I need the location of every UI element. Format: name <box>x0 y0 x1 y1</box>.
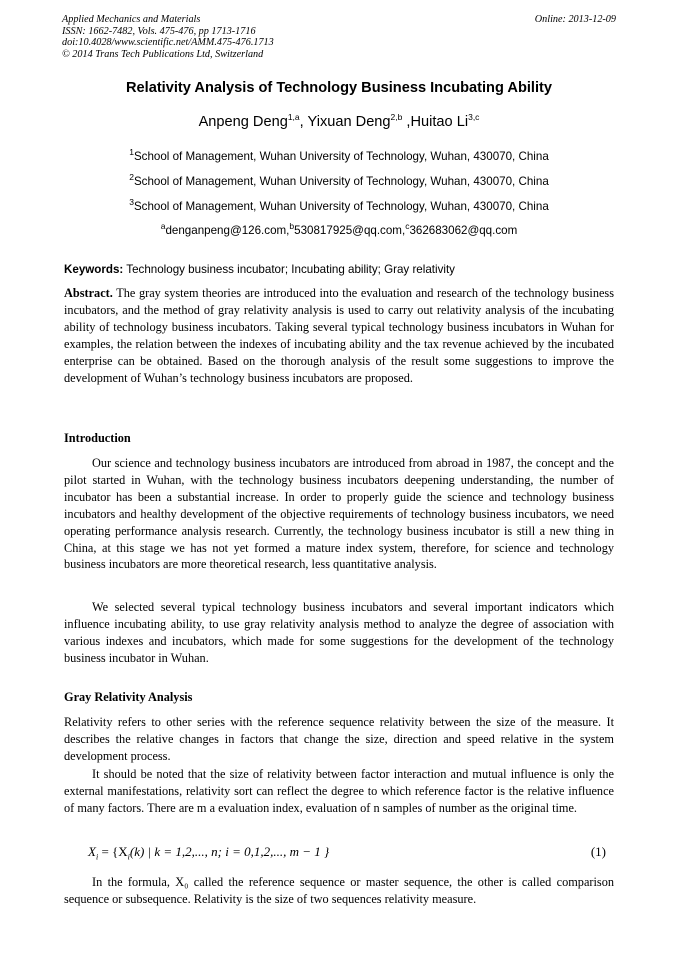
affiliation <box>0 147 678 163</box>
journal-header <box>62 14 616 60</box>
equation-var: X <box>88 844 96 859</box>
gray-paragraph-1: Relativity refers to other series with the reference sequence relativity between the size of the measure. It describes the relative changes in factors that change the size, direction and speed relative in the system development process. <box>64 715 614 763</box>
affiliation-text: School of Management, Wuhan University of Technology, Wuhan, 430070, China <box>133 200 549 213</box>
email-link[interactable]: 362683062@qq.com <box>409 224 518 237</box>
keywords <box>64 263 616 276</box>
author-name: Anpeng Deng <box>198 114 288 130</box>
intro-paragraph-1: Our science and technology business incubators are introduced from abroad in 1987, the concept and the pilot started in Wuhan, with the technology business incubators deepening understanding, the number of incubator has been a substantial increase. In order to properly guide the science and technology business incubators and healthy development of the objective requirements of technology business incubators, we need operating performance analysis research. Currently, the technology business incubator is still a new thing in China, at this stage we has not yet formed a mature index system, therefore, for science and technology business incubators are more theoretical research, less quantitative analysis. <box>64 456 614 572</box>
author-sup: 2,b <box>390 112 403 123</box>
equation-sub: i <box>95 852 99 862</box>
journal-copyright: © 2014 Trans Tech Publications Ltd, Switzerland <box>62 48 264 60</box>
author-sup: 1,a <box>287 112 300 123</box>
journal-doi[interactable]: doi:10.4028/www.scientific.net/AMM.475-476.1713 <box>62 37 274 49</box>
equation-body: = {X <box>101 844 128 859</box>
equation-rest: (k) | k = 1,2,..., n; i = 0,1,2,..., m − 1 } <box>129 844 330 859</box>
abstract <box>64 285 614 386</box>
keywords-text: Technology business incubator; Incubating ability; Gray relativity <box>126 263 455 276</box>
section-heading-gray-relativity: Gray Relativity Analysis <box>64 690 193 704</box>
affiliation <box>0 172 678 188</box>
paper-title: Relativity Analysis of Technology Business Incubating Ability <box>126 80 552 96</box>
email-link[interactable]: denganpeng@126.com, <box>165 224 290 237</box>
author-name: Huitao Li <box>410 114 469 130</box>
gray-paragraph-2: It should be noted that the size of relativity between factor interaction and mutual influence is only the external manifestations, relativity sort can reflect the degree to which reference factor is the relative influence of many factors. There are m a evaluation index, evaluation of n samples of number as the original time. <box>64 767 614 815</box>
author-list: Anpeng Deng$^{1,a}$, Yixuan Deng$^{2,b}$ ,Huitao Li$^{3,c}$ <box>198 112 480 130</box>
equation-sub: i <box>127 852 130 862</box>
email-sup: b <box>289 221 295 232</box>
journal-name: Applied Mechanics and Materials <box>62 14 201 25</box>
equation-1 <box>88 844 614 862</box>
affiliation-text: School of Management, Wuhan University of Technology, Wuhan, 430070, China <box>133 175 549 188</box>
abstract-text: The gray system theories are introduced into the evaluation and research of the technology business incubators, and the method of gray relativity analysis is used to carry out relativity analysis of the incubating ability of technology business incubators. Taking several typical technology business incubators in Wuhan for examples, the relation between the indexes of incubating ability and the tax revenue achieved by the incubated enterprise can be obtained. Based on the thorough analysis of the result some suggestions to improve the development of Wuhan’s technology business incubators are proposed. <box>64 286 614 385</box>
affiliation <box>0 197 678 213</box>
equation-number: (1) <box>590 844 606 859</box>
affiliation-text: School of Management, Wuhan University of Technology, Wuhan, 430070, China <box>133 150 549 163</box>
email-list <box>0 221 678 237</box>
affiliation-sup: 2 <box>129 172 134 183</box>
affiliation-sup: 1 <box>129 147 134 158</box>
online-date: Online: 2013-12-09 <box>534 14 616 25</box>
gray-paragraph-3: In the formula, X₀ called the reference sequence or master sequence, the other is called comparison sequence or subsequence. Relativity is the size of two sequences relativity measure. <box>64 875 614 906</box>
intro-paragraph-2: We selected several typical technology business incubators and several important indicators which influence incubating ability, to use gray relativity analysis method to analyze the degree of association with various indexes and incubators, which made for some suggestions for the development of the technology business incubator in Wuhan. <box>64 600 614 665</box>
abstract-label: Abstract. <box>64 286 113 300</box>
author-name: Yixuan Deng <box>307 114 391 130</box>
section-heading-introduction: Introduction <box>64 431 131 445</box>
email-sup: a <box>160 221 166 232</box>
journal-issn: ISSN: 1662-7482, Vols. 475-476, pp 1713-1716 <box>62 25 256 37</box>
author-sup: 3,c <box>468 112 480 123</box>
email-link[interactable]: 530817925@qq.com, <box>294 224 406 237</box>
email-sup: c <box>405 221 410 232</box>
affiliation-sup: 3 <box>129 197 134 208</box>
keywords-label: Keywords: <box>64 263 124 276</box>
